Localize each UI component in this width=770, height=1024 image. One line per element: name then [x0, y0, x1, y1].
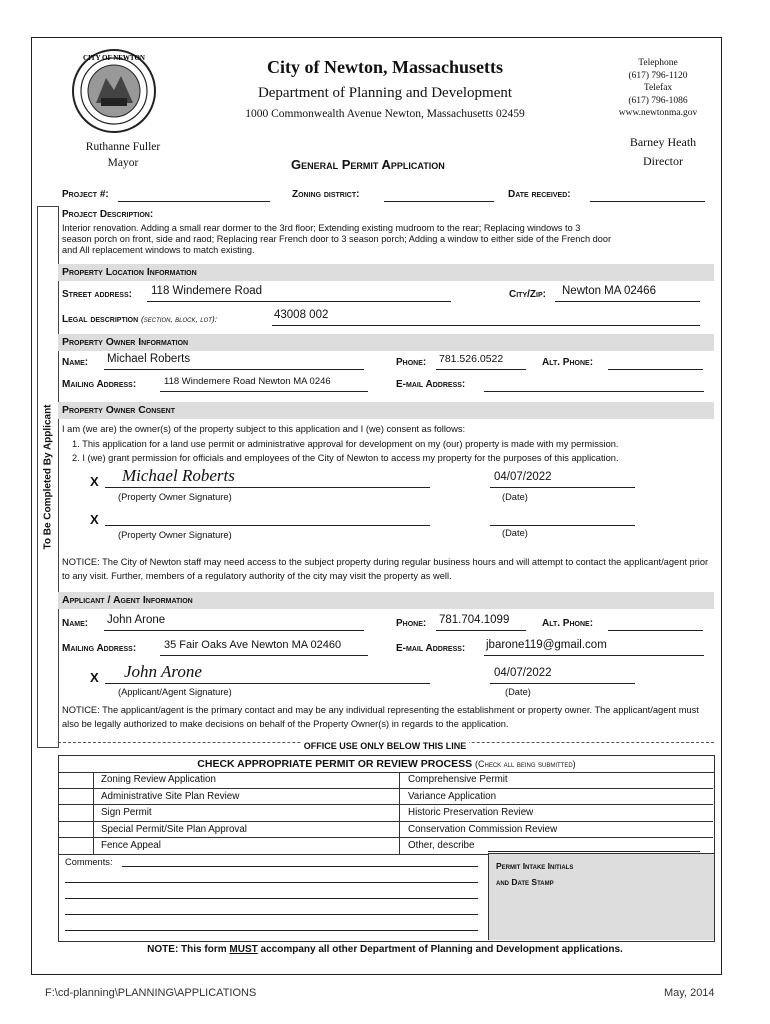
left-permit-option: Fence Appeal	[94, 838, 400, 855]
department-address: 1000 Commonwealth Avenue Newton, Massachusetts 02459	[245, 108, 525, 120]
owner-sig-line	[105, 487, 430, 488]
right-permit-option: Conservation Commission Review	[400, 822, 713, 839]
director-block	[598, 133, 728, 171]
right-permit-option: Historic Preservation Review	[400, 805, 713, 822]
mayor-title: Mayor	[107, 157, 139, 169]
applicant-signature-field[interactable]: John Arone	[124, 662, 202, 681]
intake-stamp-line2: and Date Stamp	[496, 877, 554, 887]
mayor-name: Ruthanne Fuller	[85, 141, 161, 153]
owner-alt-phone-field[interactable]	[608, 369, 703, 370]
date-received-field[interactable]	[590, 201, 705, 202]
applicant-email-label: E-mail Address:	[396, 643, 466, 654]
owner-phone-label: Phone:	[396, 357, 427, 368]
owner-name-line	[104, 369, 364, 370]
office-divider-text: OFFICE USE ONLY BELOW THIS LINE	[301, 741, 470, 751]
comments-line-2[interactable]	[65, 882, 478, 883]
right-permit-option: Comprehensive Permit	[400, 772, 713, 789]
footnote-post: accompany all other Department of Planning and Development applications.	[257, 944, 623, 955]
footnote-must: MUST	[229, 944, 258, 955]
owner-phone-line	[436, 369, 526, 370]
applicant-sig-x-mark: X	[90, 670, 99, 685]
applicant-email-field[interactable]: jbarone119@gmail.com	[486, 639, 607, 651]
street-address-line	[147, 301, 451, 302]
project-number-label: Project #:	[62, 189, 109, 200]
comments-label: Comments:	[65, 857, 113, 867]
applicant-mailing-label: Mailing Address:	[62, 643, 137, 654]
right-permit-option: Variance Application	[400, 789, 713, 806]
applicant-date-field[interactable]: 04/07/2022	[494, 667, 552, 679]
fax-label: Telefax	[643, 83, 673, 93]
fax-value: (617) 796-1086	[628, 95, 688, 106]
consent-notice: NOTICE: The City of Newton staff may need access to the subject property during regular business hours and will attempt to contact the applicant/agent prior to any visit. Further, members of a regulatory authority of the city may visit the property as well.	[62, 557, 709, 581]
city-title: City of Newton, Massachusetts	[267, 57, 503, 77]
date-received-label: Date received:	[508, 189, 571, 200]
left-checkbox-3[interactable]	[59, 805, 94, 822]
owner-mailing-label: Mailing Address:	[62, 379, 137, 390]
owner-mailing-field[interactable]: 118 Windemere Road Newton MA 0246	[164, 376, 331, 387]
left-permit-option: Administrative Site Plan Review	[94, 789, 400, 806]
owner2-sig-caption: (Property Owner Signature)	[118, 530, 232, 540]
legal-description-field[interactable]: 43008 002	[274, 309, 329, 321]
owner-name-label: Name:	[62, 357, 89, 368]
owner2-date-field[interactable]	[490, 525, 635, 526]
right-permit-option: Other, describe	[400, 838, 713, 855]
applicant-phone-field[interactable]: 781.704.1099	[439, 614, 510, 626]
footnote	[0, 944, 770, 955]
applicant-alt-phone-label: Alt. Phone:	[542, 618, 594, 629]
street-address-label: Street address:	[62, 289, 132, 300]
footer-date: May, 2014	[664, 987, 715, 999]
owner-date-line	[490, 487, 635, 488]
left-checkbox-1[interactable]	[59, 772, 94, 789]
left-permit-option: Zoning Review Application	[94, 772, 400, 789]
left-permit-option: Sign Permit	[94, 805, 400, 822]
owner-date-field[interactable]: 04/07/2022	[494, 471, 552, 483]
project-description-label: Project Description:	[62, 209, 154, 220]
comments-line-5[interactable]	[65, 930, 478, 931]
director-name: Barney Heath	[629, 135, 697, 149]
side-label-box	[37, 206, 59, 748]
footer-path: F:\cd-planning\PLANNING\APPLICATIONS	[45, 987, 257, 999]
applicant-email-line	[484, 655, 704, 656]
applicant-date-caption: (Date)	[505, 687, 531, 697]
project-description-value[interactable]: Interior renovation. Adding a small rear dormer to the 3rd floor; Extending existing mudroom to the rear; Replacing windows to 3 season porch on front, side and raod; Replacing rear French door to 3 season porch; Adding a window to either side of the French door and All replacement windows to match existing.	[62, 223, 612, 255]
consent-item-2: 2. I (we) grant permission for officials and employees of the City of Newton to access my property for the purposes of this application.	[72, 453, 619, 463]
check-title-row	[59, 756, 714, 773]
form-title: General Permit Application	[291, 157, 445, 172]
check-title: CHECK APPROPRIATE PERMIT OR REVIEW PROCESS	[197, 758, 473, 770]
zoning-district-label: Zoning district:	[292, 189, 360, 200]
applicant-alt-phone-field[interactable]	[608, 630, 703, 631]
applicant-name-line	[104, 630, 364, 631]
applicant-phone-line	[436, 630, 526, 631]
legal-description-main: Legal description	[62, 314, 139, 325]
contact-block	[598, 57, 718, 120]
check-subtitle: (Check all being submitted)	[475, 759, 576, 769]
tel-value: (617) 796-1120	[628, 70, 688, 81]
owner-email-field[interactable]	[484, 391, 704, 392]
office-divider	[0, 736, 770, 754]
owner-email-label: E-mail Address:	[396, 379, 466, 390]
owner2-signature-field[interactable]	[105, 525, 430, 526]
owner-alt-phone-label: Alt. Phone:	[542, 357, 594, 368]
city-zip-line	[555, 301, 700, 302]
applicant-notice: NOTICE: The applicant/agent is the primary contact and may be any individual representing the establishment or property owner. The applicant/agent must also be legally authorized to make decisions on behalf of the Property Owner(s) in regards to the application.	[62, 705, 699, 729]
department-name: Department of Planning and Development	[257, 85, 513, 101]
seal-text: CITY OF NEWTON	[83, 54, 145, 62]
mayor-block	[58, 139, 188, 171]
owner-section-title: Property Owner Information	[62, 336, 189, 348]
applicant-name-label: Name:	[62, 618, 89, 629]
street-address-field[interactable]: 118 Windemere Road	[151, 285, 263, 297]
applicant-date-line	[490, 683, 635, 684]
left-checkbox-4[interactable]	[59, 822, 94, 839]
applicant-name-field[interactable]: John Arone	[107, 614, 166, 626]
legal-description-line	[272, 325, 700, 326]
consent-intro: I am (we are) the owner(s) of the property subject to this application and I (we) consent as follows:	[62, 424, 466, 434]
owner-sig-x-mark: X	[90, 474, 99, 489]
left-checkbox-2[interactable]	[59, 789, 94, 806]
comments-line-3[interactable]	[65, 898, 478, 899]
applicant-phone-label: Phone:	[396, 618, 427, 629]
applicant-sig-line	[105, 683, 430, 684]
owner2-date-caption: (Date)	[502, 528, 528, 538]
web-link[interactable]: www.newtonma.gov	[618, 108, 698, 118]
side-label: To Be Completed By Applicant	[42, 404, 54, 550]
owner-sig-caption: (Property Owner Signature)	[118, 492, 232, 502]
owner-phone-field[interactable]: 781.526.0522	[439, 353, 504, 365]
intake-stamp-line1: Permit Intake Initials	[496, 861, 574, 871]
owner-date-caption: (Date)	[502, 492, 528, 502]
zoning-district-field[interactable]	[384, 201, 494, 202]
tel-label: Telephone	[638, 58, 678, 68]
intake-stamp-label	[496, 858, 573, 890]
legal-description-label	[62, 314, 217, 325]
left-permit-option: Special Permit/Site Plan Approval	[94, 822, 400, 839]
location-section-title: Property Location Information	[62, 266, 197, 278]
owner2-sig-x-mark: X	[90, 512, 99, 527]
owner-mailing-line	[160, 391, 368, 392]
project-number-field[interactable]	[118, 201, 270, 202]
other-describe-field[interactable]	[488, 851, 700, 852]
city-zip-label: City/Zip:	[509, 289, 546, 300]
comments-line-1[interactable]	[122, 866, 478, 867]
owner-signature-field[interactable]: Michael Roberts	[122, 466, 235, 485]
legal-description-sub: (section, block, lot):	[140, 314, 218, 324]
applicant-sig-caption: (Applicant/Agent Signature)	[118, 687, 232, 697]
director-title: Director	[643, 154, 683, 168]
city-zip-field[interactable]: Newton MA 02466	[562, 285, 656, 297]
applicant-section-title: Applicant / Agent Information	[62, 594, 193, 606]
footnote-pre: NOTE: This form	[147, 944, 230, 955]
consent-section-title: Property Owner Consent	[62, 404, 175, 416]
comments-line-4[interactable]	[65, 914, 478, 915]
applicant-mailing-field[interactable]: 35 Fair Oaks Ave Newton MA 02460	[164, 639, 342, 651]
left-checkbox-5[interactable]	[59, 838, 94, 855]
owner-name-field[interactable]: Michael Roberts	[107, 353, 191, 365]
applicant-mailing-line	[160, 655, 368, 656]
consent-item-1: 1. This application for a land use permit or administrative approval for development on my (our) property is made with my permission.	[72, 439, 619, 449]
